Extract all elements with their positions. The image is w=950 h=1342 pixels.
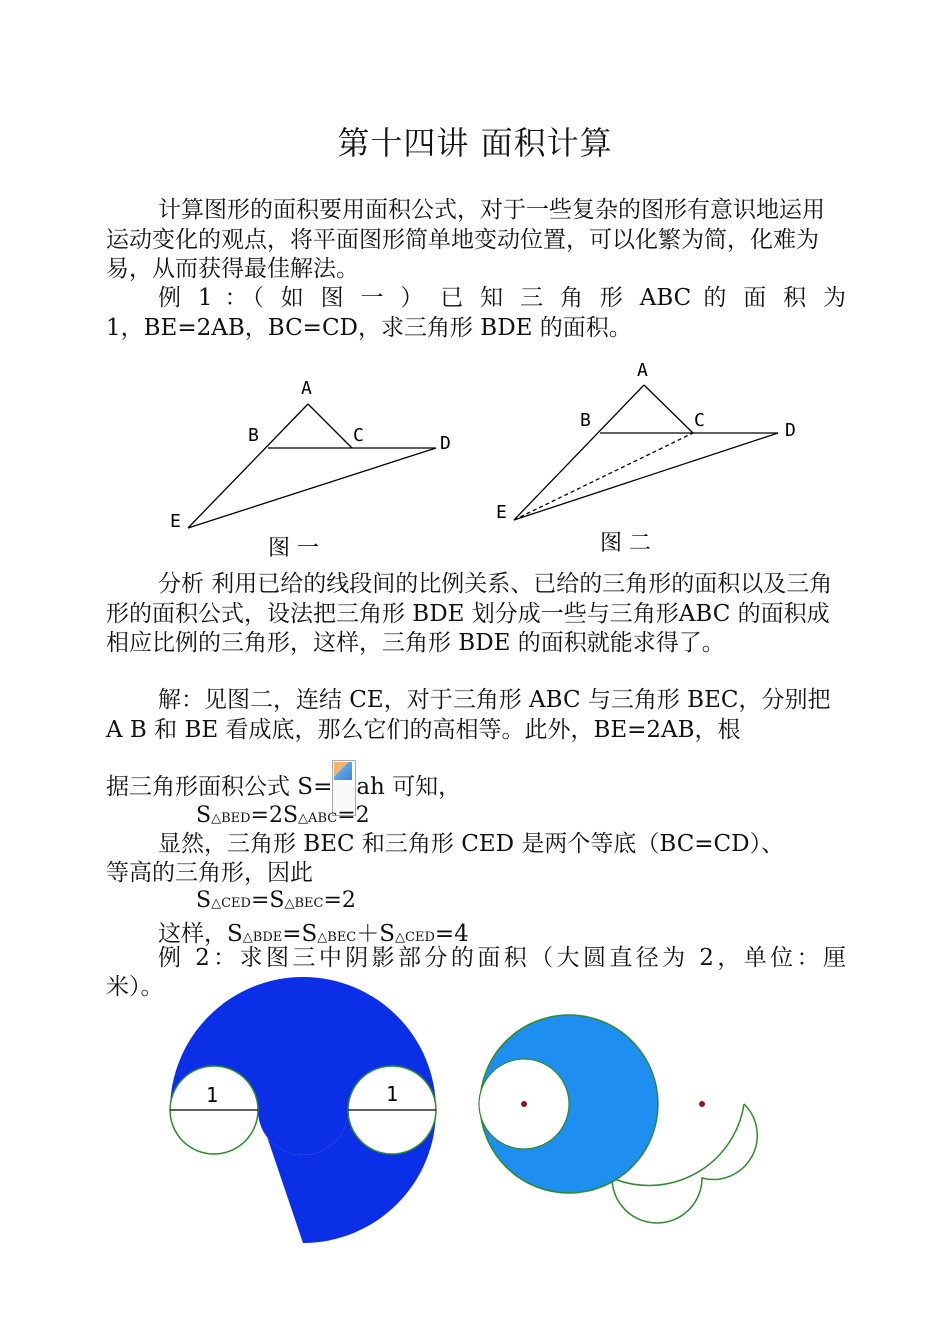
outer-center-dot (699, 1101, 705, 1107)
inner-center-dot (521, 1101, 527, 1107)
fig1-point-e: E (170, 511, 181, 532)
formula-1-end: =2 (337, 803, 370, 828)
formula-1-sub2: △ABC (298, 811, 338, 826)
left-radius-label: 1 (206, 1083, 219, 1107)
formula-1-sub1: △BED (211, 811, 251, 826)
page-title: 第十四讲 面积计算 (337, 124, 613, 162)
formula-2-sub2: △BEC (284, 896, 324, 911)
formula-3-sub3: △CED (395, 930, 435, 945)
example2-line1: 例 2：求图三中阴影部分的面积（大圆直径为 2，单位：厘 (158, 945, 846, 971)
formula-3-sub2: △BEC (317, 930, 357, 945)
solution-paragraph: 解：见图二，连结 CE，对于三角形 ABC 与三角形 BEC，分别把 A B 和 BE 看成底，那么它们的高相等。此外，BE=2AB，根 (106, 687, 831, 743)
intro-paragraph: 计算图形的面积要用面积公式，对于一些复杂的图形有意识地运用运动变化的观点，将平面图形简单地变动位置，可以化繁为简，化难为易，从而获得最佳解法。 (106, 197, 825, 282)
solution-formula-pre: 据三角形面积公式 S= (106, 774, 333, 800)
example1-line1: 例 1 ：（ 如 图 一 ） 已 知 三 角 形 ABC 的 面 积 为 (158, 285, 846, 311)
formula-3-mid1: =S (282, 921, 318, 947)
formula-1-s: S (196, 803, 212, 828)
formula-3-mid2: ＋S (356, 921, 396, 947)
fig2-point-e: E (496, 502, 507, 523)
solution-formula-post: ah 可知， (356, 774, 462, 800)
formula-3-end: =4 (434, 921, 469, 947)
fig1-point-a: A (301, 378, 312, 399)
formula-2-s: S (196, 888, 212, 913)
formula-1-mid: =2S (250, 803, 299, 828)
formula-3-sub1: △BDE (242, 930, 283, 945)
obvious-line2: 等高的三角形，因此 (106, 860, 313, 886)
formula-2-mid: =S (250, 888, 285, 913)
analysis-paragraph: 分析 利用已给的线段间的比例关系、已给的三角形的面积以及三角形的面积公式，设法把三角形 BDE 划分成一些与三角形ABC 的面积成相应比例的三角形，这样，三角形 BDE 的面积就能求得了。 (106, 571, 833, 656)
formula-2-sub1: △CED (211, 896, 251, 911)
fig1-point-b: B (248, 425, 259, 446)
fig1-point-d: D (440, 433, 451, 454)
obvious-line1: 显然，三角形 BEC 和三角形 CED 是两个等底（BC=CD）、 (158, 831, 785, 857)
example1-line2: 1，BE=2AB，BC=CD，求三角形 BDE 的面积。 (106, 315, 632, 341)
formula-3-pre: 这样，S (158, 921, 243, 947)
fig1-caption: 图 一 (268, 536, 319, 561)
fig1-point-c: C (353, 425, 364, 446)
fig2-point-d: D (785, 420, 796, 441)
right-radius-label: 1 (386, 1082, 399, 1106)
fig2-point-b: B (580, 410, 591, 431)
example2-line2: 米）。 (106, 974, 164, 1000)
formula-2-end: =2 (323, 888, 356, 913)
fig2-point-c: C (694, 410, 705, 431)
fig2-caption: 图 二 (600, 531, 651, 556)
fig2-point-a: A (637, 360, 648, 381)
